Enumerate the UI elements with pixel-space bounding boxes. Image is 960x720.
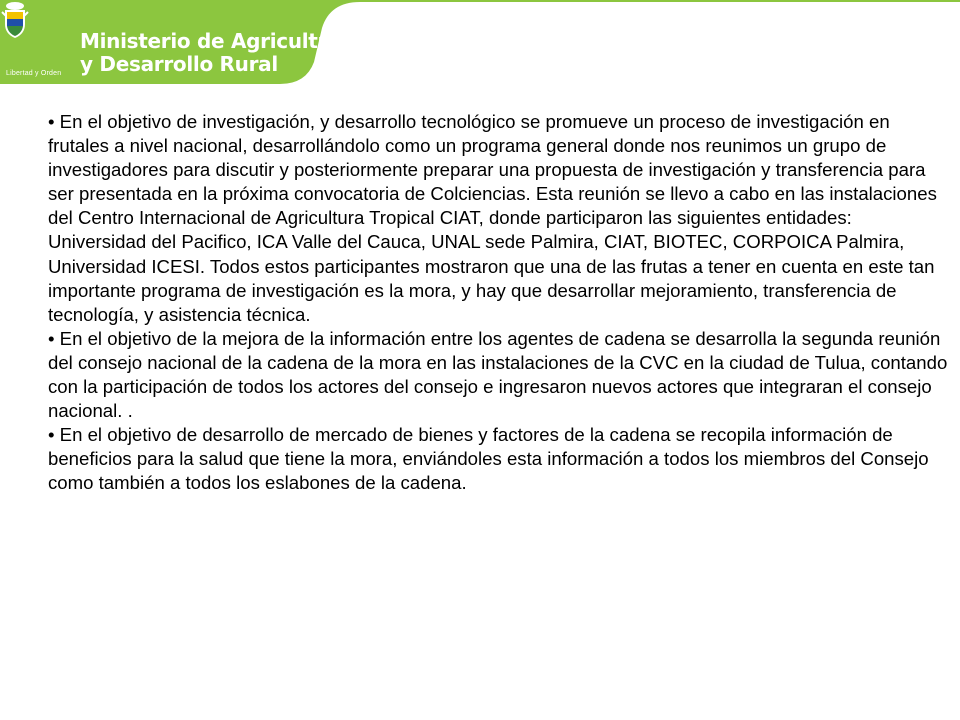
bullet-paragraph-market: • En el objetivo de desarrollo de mercado de bienes y factores de la cadena se recopila información de beneficios para la salud que tiene la mora, enviándoles esta información a todos los miembros del Consejo como también a todos los eslabones de la cadena.	[48, 424, 929, 494]
slide-body	[48, 110, 948, 496]
ministry-header	[0, 0, 960, 90]
ministry-title-line1: Ministerio de Agricultura	[80, 29, 355, 53]
ministry-title-line2: y Desarrollo Rural	[80, 52, 278, 76]
motto-text: Libertad y Orden	[6, 70, 62, 77]
colombia-coat-of-arms-icon	[0, 0, 30, 40]
bullet-paragraph-research: • En el objetivo de investigación, y desarrollo tecnológico se promueve un proceso de investigación en frutales a nivel nacional, desarrollándolo como un programa general donde nos reunimos un grupo de investigadores para discutir y posteriormente preparar una propuesta de investigación y transferencia para ser presentada en la próxima convocatoria de Colciencias. Esta reunión se llevo a cabo en las instalaciones del Centro Internacional de Agricultura Tropical CIAT, donde participaron las siguientes entidades: Universidad del Pacifico, ICA Valle del Cauca, UNAL sede Palmira, CIAT, BIOTEC, CORPOICA Palmira, Universidad ICESI. Todos estos participantes mostraron que una de las frutas a tener en cuenta en este tan importante programa de investigación es la mora, y hay que desarrollar mejoramiento, transferencia de tecnología, y asistencia técnica.	[48, 111, 937, 325]
bullet-paragraph-information: • En el objetivo de la mejora de la información entre los agentes de cadena se desarrolla la segunda reunión del consejo nacional de la cadena de la mora en las instalaciones de la CVC en la ciudad de Tulua, contando con la participación de todos los actores del consejo e ingresaron nuevos actores que integraran el consejo nacional. .	[48, 327, 948, 422]
